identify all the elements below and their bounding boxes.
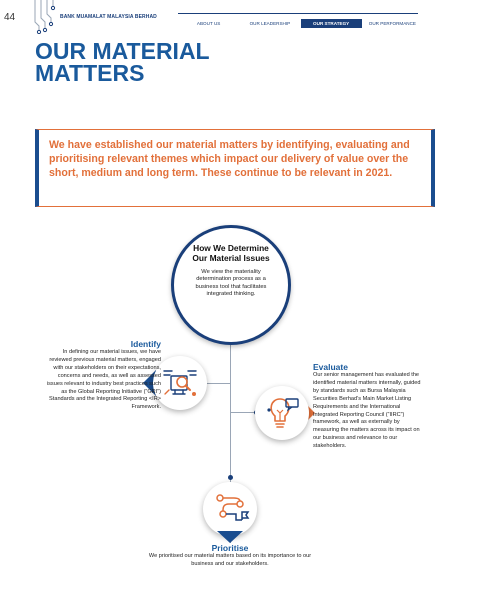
center-description: We view the materiality determination process as a business tool that facilitates integrated thinking. bbox=[195, 269, 267, 298]
bank-name: BANK MUAMALAT MALAYSIA BERHAD bbox=[60, 14, 157, 20]
identify-text: In defining our material issues, we have reviewed previous material matters, engaged with our stakeholders on their expectations, concerns and needs, as well as assessed issues relevant to industry best practices such as the Global Reporting Initiative (“GRI”) Standards and the Integrated Reporting <IR> Framework. bbox=[46, 349, 161, 411]
intro-text: We have established our material matters by identifying, evaluating and prioritising relevant themes which impact our delivery of value over the short, medium and long term. These continue to be relevant in 2021. bbox=[49, 139, 410, 179]
identify-title: Identify bbox=[130, 339, 161, 349]
tab-our-strategy[interactable]: OUR STRATEGY bbox=[301, 19, 362, 28]
evaluate-icon-disc bbox=[255, 386, 309, 440]
prioritise-block bbox=[145, 543, 315, 569]
evaluate-block bbox=[313, 362, 421, 451]
connector-branch-evaluate bbox=[230, 412, 256, 413]
circuit-logo-icon bbox=[29, 0, 59, 34]
header-rule bbox=[178, 13, 418, 14]
prioritise-icon-disc bbox=[203, 482, 257, 536]
identify-icon-disc bbox=[153, 356, 207, 410]
connector-dot-prioritise bbox=[228, 475, 233, 480]
center-title: How We Determine Our Material Issues bbox=[192, 243, 270, 263]
intro-callout bbox=[35, 129, 435, 207]
section-nav bbox=[178, 19, 423, 28]
tab-about-us[interactable]: ABOUT US bbox=[196, 21, 221, 26]
evaluate-title: Evaluate bbox=[313, 362, 348, 372]
tab-our-leadership[interactable]: OUR LEADERSHIP bbox=[249, 21, 291, 26]
page-title-line-1: OUR MATERIAL bbox=[35, 38, 210, 64]
prioritise-arrow-icon bbox=[217, 531, 243, 543]
flowchart-icon bbox=[203, 482, 257, 536]
page-number: 44 bbox=[4, 12, 16, 23]
prioritise-text: We prioritised our material matters based on its importance to our business and our stakeholders. bbox=[148, 553, 312, 567]
evaluate-text: Our senior management has evaluated the identified material matters internally, guided by standards such as Bursa Malaysia Securities Berhad’s Main Market Listing Requirements and the International Integrated Reporting Council (“IIRC”) framework, as well as externally by measuring the matters across its impact on our business and relevance to our stakeholders. bbox=[313, 372, 421, 450]
center-circle bbox=[171, 225, 291, 345]
tab-our-performance[interactable]: OUR PERFORMANCE bbox=[368, 21, 416, 26]
lightbulb-icon bbox=[255, 386, 309, 440]
page-title bbox=[35, 40, 210, 84]
identify-block bbox=[42, 339, 161, 412]
analysis-icon bbox=[153, 356, 207, 410]
page-title-line-2: MATTERS bbox=[35, 60, 145, 86]
prioritise-title: Prioritise bbox=[211, 543, 249, 553]
